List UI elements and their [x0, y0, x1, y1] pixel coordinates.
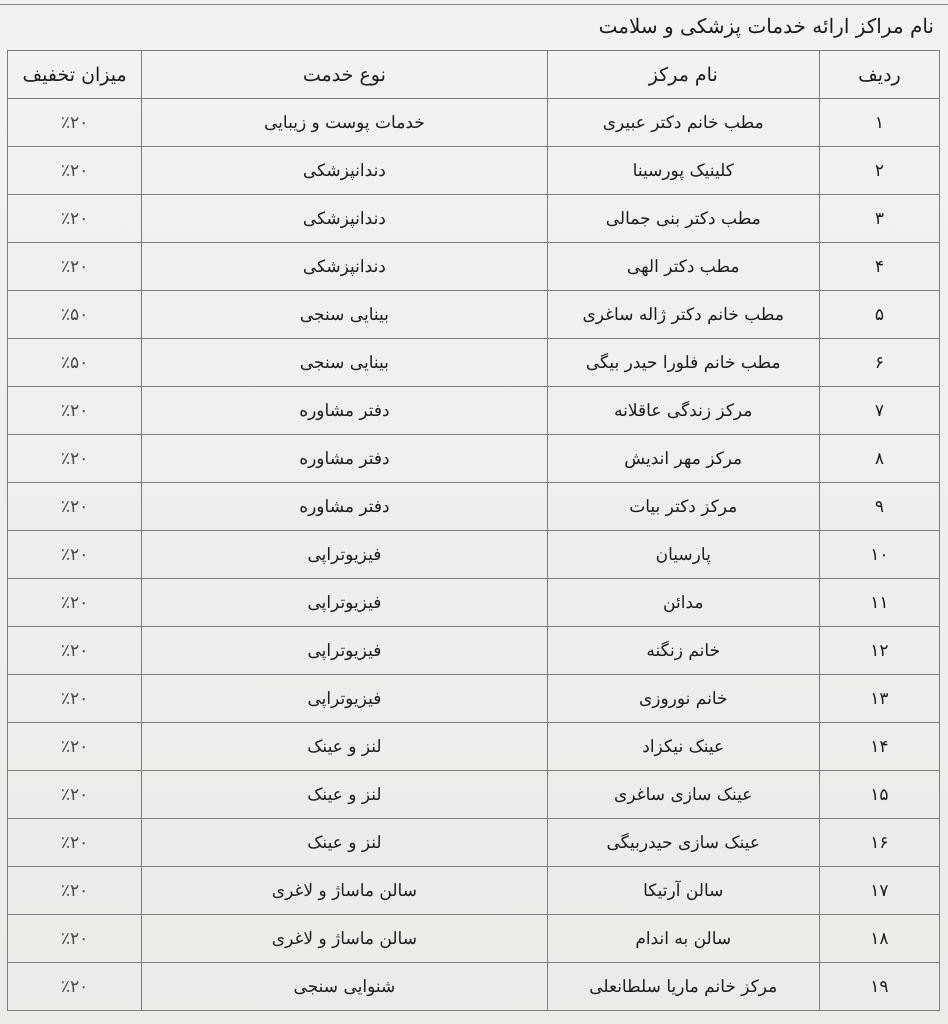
cell-service-type: خدمات پوست و زیبایی — [142, 99, 547, 147]
table-row — [8, 387, 940, 435]
document-title: نام مراکز ارائه خدمات پزشکی و سلامت — [598, 14, 934, 38]
cell-center-name: عینک سازی حیدربیگی — [547, 819, 819, 867]
cell-discount: ٪۲۰ — [8, 771, 142, 819]
cell-row-number: ۱۵ — [819, 771, 939, 819]
cell-discount: ٪۲۰ — [8, 963, 142, 1011]
header-row-number: ردیف — [819, 51, 939, 99]
cell-row-number: ۱۶ — [819, 819, 939, 867]
cell-discount: ٪۲۰ — [8, 819, 142, 867]
cell-row-number: ۱۱ — [819, 579, 939, 627]
table-row — [8, 675, 940, 723]
cell-row-number: ۱۰ — [819, 531, 939, 579]
table-row — [8, 483, 940, 531]
cell-discount: ٪۲۰ — [8, 147, 142, 195]
cell-service-type: فیزیوتراپی — [142, 531, 547, 579]
centers-table — [7, 50, 940, 1011]
cell-row-number: ۱۷ — [819, 867, 939, 915]
cell-row-number: ۸ — [819, 435, 939, 483]
cell-service-type: سالن ماساژ و لاغری — [142, 867, 547, 915]
cell-center-name: سالن به اندام — [547, 915, 819, 963]
cell-service-type: بینایی سنجی — [142, 291, 547, 339]
cell-discount: ٪۲۰ — [8, 531, 142, 579]
cell-discount: ٪۲۰ — [8, 675, 142, 723]
cell-center-name: مرکز خانم ماریا سلطانعلی — [547, 963, 819, 1011]
cell-service-type: دفتر مشاوره — [142, 387, 547, 435]
cell-service-type: شنوایی سنجی — [142, 963, 547, 1011]
cell-service-type: دفتر مشاوره — [142, 435, 547, 483]
cell-center-name: مطب خانم فلورا حیدر بیگی — [547, 339, 819, 387]
cell-center-name: پارسیان — [547, 531, 819, 579]
cell-service-type: دفتر مشاوره — [142, 483, 547, 531]
table-row — [8, 627, 940, 675]
cell-center-name: مرکز زندگی عاقلانه — [547, 387, 819, 435]
cell-row-number: ۱ — [819, 99, 939, 147]
table-row — [8, 435, 940, 483]
cell-discount: ٪۲۰ — [8, 387, 142, 435]
cell-discount: ٪۵۰ — [8, 291, 142, 339]
table-row — [8, 195, 940, 243]
cell-row-number: ۴ — [819, 243, 939, 291]
cell-row-number: ۹ — [819, 483, 939, 531]
cell-service-type: بینایی سنجی — [142, 339, 547, 387]
cell-service-type: فیزیوتراپی — [142, 627, 547, 675]
cell-center-name: کلینیک پورسینا — [547, 147, 819, 195]
table-row — [8, 147, 940, 195]
cell-service-type: دندانپزشکی — [142, 243, 547, 291]
cell-discount: ٪۲۰ — [8, 243, 142, 291]
cell-discount: ٪۲۰ — [8, 483, 142, 531]
cell-discount: ٪۲۰ — [8, 627, 142, 675]
cell-row-number: ۱۹ — [819, 963, 939, 1011]
table-row — [8, 531, 940, 579]
cell-service-type: فیزیوتراپی — [142, 675, 547, 723]
cell-service-type: لنز و عینک — [142, 819, 547, 867]
cell-service-type: دندانپزشکی — [142, 195, 547, 243]
header-service-type: نوع خدمت — [142, 51, 547, 99]
cell-row-number: ۱۳ — [819, 675, 939, 723]
cell-center-name: مرکز دکتر بیات — [547, 483, 819, 531]
cell-center-name: عینک نیکزاد — [547, 723, 819, 771]
table-row — [8, 819, 940, 867]
cell-service-type: دندانپزشکی — [142, 147, 547, 195]
cell-row-number: ۵ — [819, 291, 939, 339]
cell-discount: ٪۲۰ — [8, 723, 142, 771]
cell-discount: ٪۲۰ — [8, 99, 142, 147]
cell-discount: ٪۲۰ — [8, 195, 142, 243]
cell-row-number: ۷ — [819, 387, 939, 435]
cell-service-type: لنز و عینک — [142, 723, 547, 771]
cell-row-number: ۱۸ — [819, 915, 939, 963]
cell-center-name: مطب دکتر بنی جمالی — [547, 195, 819, 243]
cell-row-number: ۱۲ — [819, 627, 939, 675]
cell-center-name: عینک سازی ساغری — [547, 771, 819, 819]
table-body — [8, 99, 940, 1011]
cell-center-name: سالن آرتیکا — [547, 867, 819, 915]
cell-service-type: لنز و عینک — [142, 771, 547, 819]
cell-discount: ٪۵۰ — [8, 339, 142, 387]
cell-center-name: مطب دکتر الهی — [547, 243, 819, 291]
cell-row-number: ۱۴ — [819, 723, 939, 771]
cell-center-name: خانم نوروزی — [547, 675, 819, 723]
cell-discount: ٪۲۰ — [8, 915, 142, 963]
table-row — [8, 99, 940, 147]
cell-center-name: مرکز مهر اندیش — [547, 435, 819, 483]
table-row — [8, 915, 940, 963]
table-row — [8, 963, 940, 1011]
cell-row-number: ۲ — [819, 147, 939, 195]
table-row — [8, 243, 940, 291]
cell-service-type: سالن ماساژ و لاغری — [142, 915, 547, 963]
cell-discount: ٪۲۰ — [8, 579, 142, 627]
cell-center-name: مدائن — [547, 579, 819, 627]
header-discount: میزان تخفیف — [8, 51, 142, 99]
table-row — [8, 771, 940, 819]
header-center-name: نام مرکز — [547, 51, 819, 99]
cell-discount: ٪۲۰ — [8, 435, 142, 483]
cell-center-name: خانم زنگنه — [547, 627, 819, 675]
table-row — [8, 339, 940, 387]
cell-center-name: مطب خانم دکتر عبیری — [547, 99, 819, 147]
table-row — [8, 867, 940, 915]
cell-discount: ٪۲۰ — [8, 867, 142, 915]
table-row — [8, 291, 940, 339]
table-row — [8, 723, 940, 771]
cell-row-number: ۳ — [819, 195, 939, 243]
top-rule — [0, 4, 948, 5]
cell-service-type: فیزیوتراپی — [142, 579, 547, 627]
table-header-row — [8, 51, 940, 99]
table-row — [8, 579, 940, 627]
cell-center-name: مطب خانم دکتر ژاله ساغری — [547, 291, 819, 339]
cell-row-number: ۶ — [819, 339, 939, 387]
